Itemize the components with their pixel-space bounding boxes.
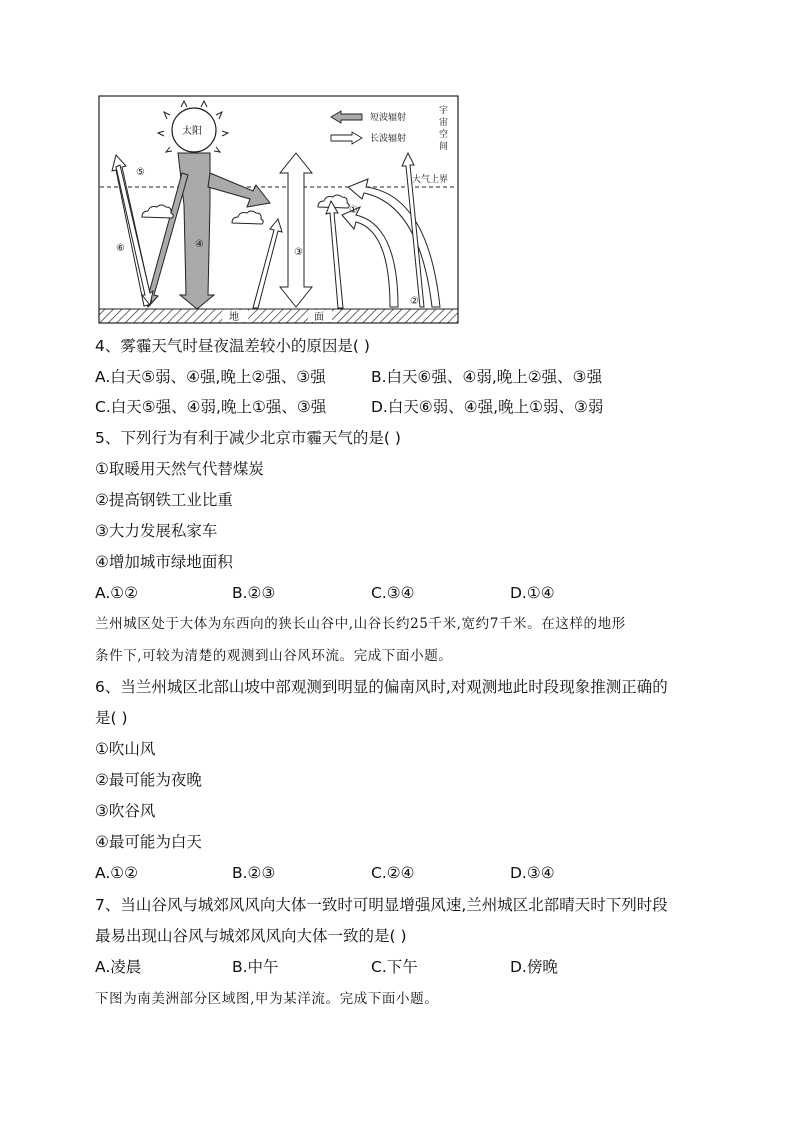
space-label-1: 宇 xyxy=(439,106,449,116)
marker-2: ② xyxy=(410,296,419,307)
q4-option-c: C.白天⑤强、④弱,晚上①强、③强 xyxy=(95,398,327,416)
legend-short-label: 短波辐射 xyxy=(370,113,407,123)
intro2-text: 下图为南美洲部分区域图,甲为某洋流。完成下面小题。 xyxy=(95,991,439,1007)
q5-option-d: D.①④ xyxy=(510,584,555,602)
marker-4: ④ xyxy=(195,239,204,250)
q6-item-4: ④最可能为白天 xyxy=(95,833,202,851)
q5-option-c: C.③④ xyxy=(371,584,415,602)
radiation-diagram xyxy=(98,95,460,325)
q4-stem: 4、雾霾天气时昼夜温差较小的原因是( ) xyxy=(95,337,370,355)
atmosphere-top-label: 大气上界 xyxy=(412,175,449,185)
marker-6: ⑥ xyxy=(116,243,125,254)
q5-item-2: ②提高钢铁工业比重 xyxy=(95,491,233,509)
ground-label-right: 面 xyxy=(314,312,324,323)
q4-option-a: A.白天⑤弱、④强,晚上②强、③强 xyxy=(95,368,326,386)
q7-stem-line2: 最易出现山谷风与城郊风风向大体一致的是( ) xyxy=(95,927,407,945)
q5-stem: 5、下列行为有利于减少北京市霾天气的是( ) xyxy=(95,429,401,447)
marker-5: ⑤ xyxy=(136,167,145,178)
q6-stem-line1: 6、当兰州城区北部山坡中部观测到明显的偏南风时,对观测地此时段现象推测正确的 xyxy=(95,678,668,696)
ground-label-left: 地 xyxy=(229,312,239,323)
q6-option-b: B.②③ xyxy=(232,864,276,882)
q6-item-2: ②最可能为夜晚 xyxy=(95,771,202,789)
q6-item-3: ③吹谷风 xyxy=(95,802,156,820)
q7-option-a: A.凌晨 xyxy=(95,958,142,976)
q5-item-3: ③大力发展私家车 xyxy=(95,522,218,540)
q5-option-a: A.①② xyxy=(95,584,139,602)
ground-hatch xyxy=(99,309,458,323)
q7-option-c: C.下午 xyxy=(371,958,418,976)
q7-stem-line1: 7、当山谷风与城郊风风向大体一致时可明显增强风速,兰州城区北部晴天时下列时段 xyxy=(95,896,668,914)
q4-option-d: D.白天⑥弱、④强,晚上①弱、③弱 xyxy=(371,398,604,416)
q4-option-b: B.白天⑥强、④弱,晚上②强、③强 xyxy=(371,368,603,386)
q6-option-d: D.③④ xyxy=(510,864,555,882)
q6-stem-line2: 是( ) xyxy=(95,709,128,727)
q5-item-1: ①取暖用天然气代替煤炭 xyxy=(95,460,264,478)
q5-option-b: B.②③ xyxy=(232,584,276,602)
q6-option-a: A.①② xyxy=(95,864,139,882)
q7-option-b: B.中午 xyxy=(232,958,279,976)
space-label-3: 空 xyxy=(439,130,449,140)
intro1-line1: 兰州城区处于大体为东西向的狭长山谷中,山谷长约25千米,宽约7千米。在这样的地形 xyxy=(95,616,626,632)
space-label-2: 宙 xyxy=(439,118,449,128)
legend-long-label: 长波辐射 xyxy=(370,134,407,144)
q6-option-c: C.②④ xyxy=(371,864,415,882)
q5-item-4: ④增加城市绿地面积 xyxy=(95,553,233,571)
sun-label: 太阳 xyxy=(182,126,202,137)
q6-item-1: ①吹山风 xyxy=(95,740,156,758)
intro1-line2: 条件下,可较为清楚的观测到山谷风环流。完成下面小题。 xyxy=(95,648,453,664)
marker-3: ③ xyxy=(294,247,303,258)
space-label-4: 间 xyxy=(439,142,449,152)
marker-1: ① xyxy=(349,205,358,216)
q7-option-d: D.傍晚 xyxy=(510,958,558,976)
